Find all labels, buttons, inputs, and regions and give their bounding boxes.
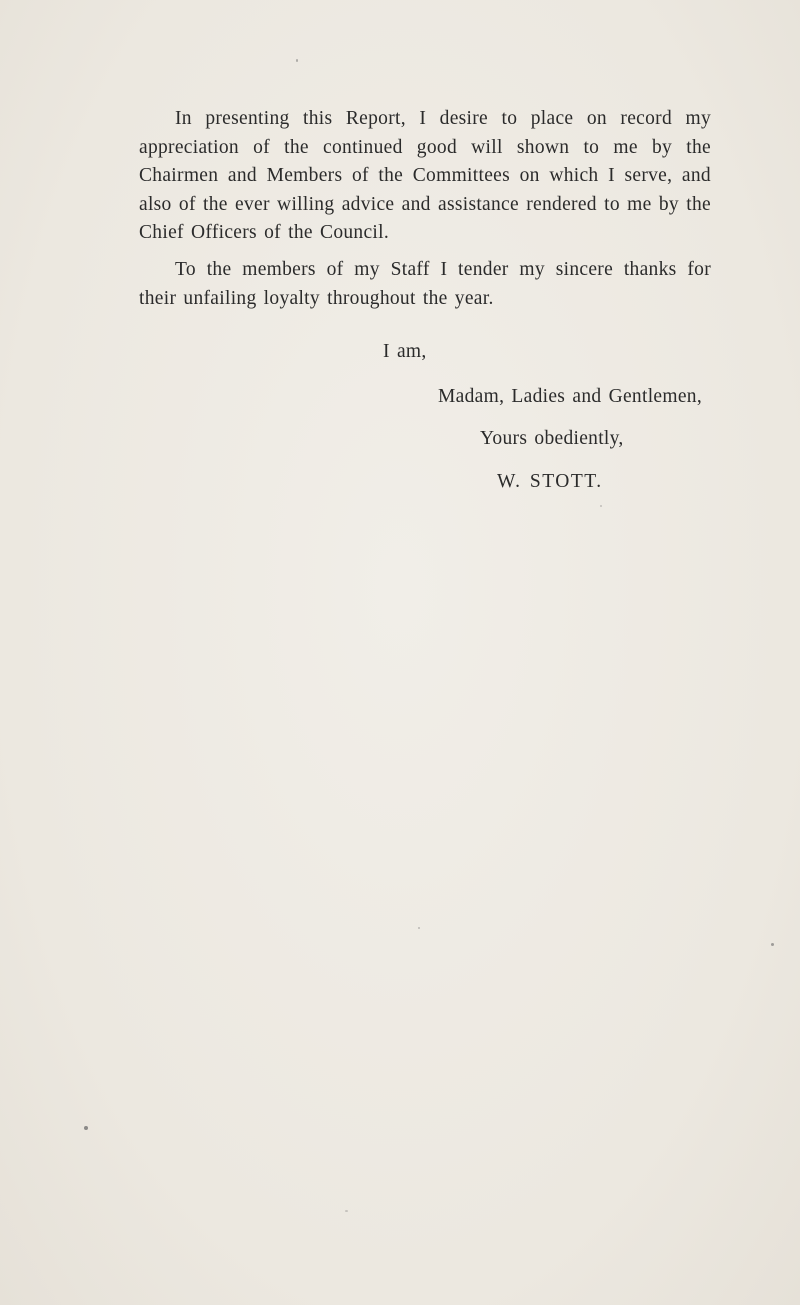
signature: W. STOTT. bbox=[497, 471, 603, 492]
body-paragraph-staff-thanks: To the members of my Staff I tender my sincere thanks for their unfailing loyalty throughout the year. bbox=[139, 259, 711, 309]
paper-speck bbox=[296, 59, 298, 62]
paper-speck bbox=[600, 505, 602, 507]
paper-speck bbox=[771, 943, 774, 946]
paper-speck bbox=[84, 1126, 88, 1130]
closing-salutation: Madam, Ladies and Gentlemen, bbox=[438, 386, 703, 407]
paper-speck bbox=[345, 1210, 348, 1212]
closing-yours-obediently: Yours obediently, bbox=[480, 428, 624, 449]
closing-i-am: I am, bbox=[383, 341, 427, 362]
paper-speck bbox=[418, 927, 420, 929]
body-paragraph-appreciation: In presenting this Report, I desire to place on record my appreciation of the continued good will shown to me by the Chairmen and Members of the Committees on which I serve, and also of the ever willing advice and assistance rendered to me by the Chief Officers of the Council. bbox=[139, 108, 711, 243]
